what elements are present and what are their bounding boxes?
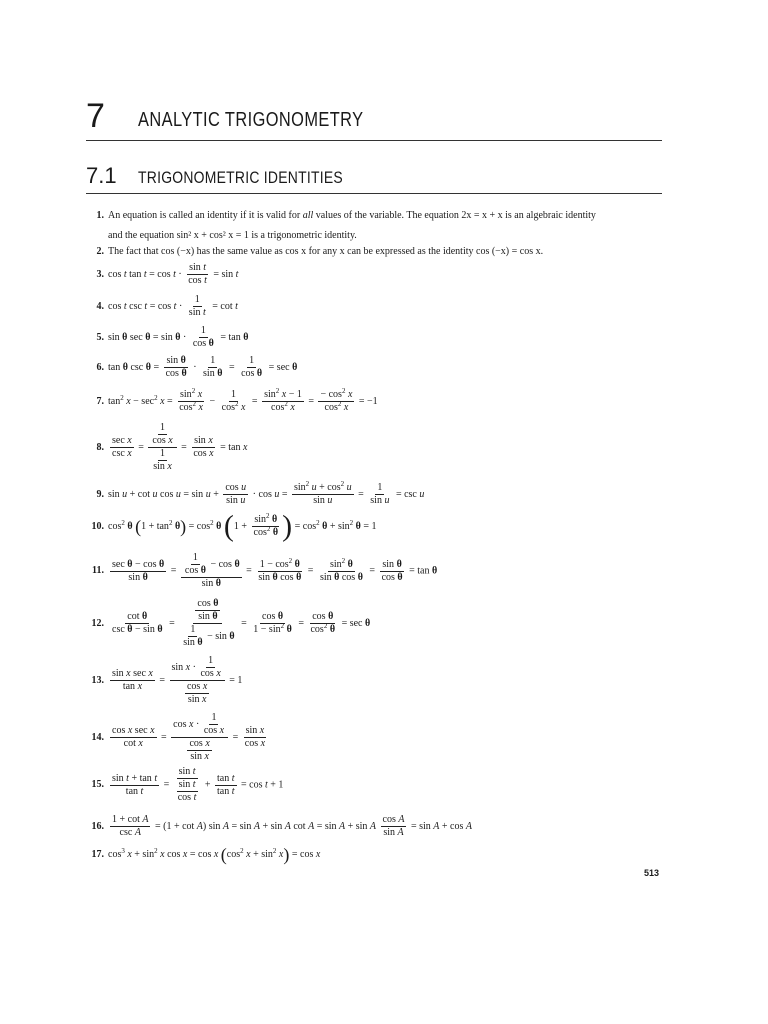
exercise-6: 6. tan θ csc θ = $\frac{\text{sin θ}}{\text{cos θ}}$ · $\frac{1}{\text{sin θ}}$ = $\frac{1}{\text{cos θ}}$ = sec θ <box>86 355 297 380</box>
emphasis: all <box>302 210 314 221</box>
exercise-number: 7. <box>96 395 104 407</box>
exercise-13: 13. $\frac{\text{sin x sec x}}{\text{tan x}}$ = sin x · $\frac{1}{\text{cos x}}$ $\frac{\text{cos x}}{\text{sin x}}$ = 1 <box>86 655 242 706</box>
exercise-number: 15. <box>91 779 104 791</box>
exercise-1 <box>86 209 596 243</box>
exercise-9: 9. sin u + cot u cos u = sin u + $\frac{\text{cos u}}{\text{sin u}}$ · cos u = $\frac{\sin^2 u + \cos^2 u}{\text{sin u}}$ = $\frac{1}{\text{sin u}}$ = csc u <box>86 482 424 507</box>
exercise-number: 10. <box>91 520 104 532</box>
exercise-11: 11. $\frac{\text{sec θ − cos θ}}{\text{sin θ}}$ = $\frac{1}{\text{cos θ}}$ − cos θ sin θ = $\frac{1 - \cos^2 \theta}{\text{sin θ cos θ}}$ = $\frac{\sin^2 \theta}{\text{sin θ cos θ}}$ = $\frac{\text{sin θ}}{\text{cos θ}}$ = tan θ <box>86 552 437 590</box>
exercise-number: 14. <box>91 731 104 743</box>
exercise-number: 9. <box>96 488 104 500</box>
chapter-number: 7 <box>86 97 105 135</box>
exercise-text: and the equation sin² x + cos² x = 1 is a trigonometric identity. <box>108 230 357 241</box>
exercise-number: 6. <box>96 361 104 373</box>
section-rule <box>86 193 662 194</box>
exercise-15: 15. $\frac{\text{sin t + tan t}}{\text{tan t}}$ = $\frac{\text{sin t}}{\frac{\text{sin t}}{\text{cos t}}}$ + $\frac{\text{tan t}}{\text{tan t}}$ = cos t + 1 <box>86 766 283 804</box>
exercise-16: 16. $\frac{\text{1 + cot A}}{\text{csc A}}$ = (1 + cot A) sin A = sin A + sin A cot A = sin A + sin A $\frac{\text{cos A}}{\text{sin A}}$ = sin A + cos A <box>86 814 472 839</box>
section-title: TRIGONOMETRIC IDENTITIES <box>138 168 343 187</box>
section-number: 7.1 <box>86 163 117 188</box>
exercise-number: 4. <box>96 300 104 312</box>
exercise-text: values of the variable. The equation 2x = x + x is an algebraic identity <box>313 210 596 221</box>
chapter-title: ANALYTIC TRIGONOMETRY <box>138 109 364 131</box>
exercise-text: The fact that cos (−x) has the same value as cos x for any x can be expressed as the identity cos (−x) = cos x. <box>108 246 544 257</box>
chapter-header <box>86 96 662 140</box>
exercise-14: 14. $\frac{\text{cos x sec x}}{\text{cot x}}$ = cos x · $\frac{1}{\text{cos x}}$ $\frac{\text{cos x}}{\text{sin x}}$ = $\frac{\text{sin x}}{\text{cos x}}$ <box>86 712 269 763</box>
exercise-3: 3. cos t tan t = cos t · $\frac{\text{sin t}}{\text{cos t}}$ = sin t <box>86 262 238 287</box>
exercise-7: 7. $\tan^2 x - \sec^2 x$ = $\frac{\sin^2 x}{\cos^2 x}$ − $\frac{1}{\cos^2 x}$ = $\frac{\sin^2 x - 1}{\cos^2 x}$ = $\frac{- \cos^2 x}{\cos^2 x}$ = −1 <box>86 389 378 414</box>
exercise-8: 8. $\frac{\text{sec x}}{\text{csc x}}$ = $\frac{\frac{1}{\text{cos x}}}{\frac{1}{\text{sin x}}}$ = $\frac{\text{sin x}}{\text{cos x}}$ = tan x <box>86 422 247 473</box>
exercise-4: 4. cos t csc t = cos t · $\frac{1}{\text{sin t}}$ = cot t <box>86 294 238 319</box>
exercise-number: 5. <box>96 331 104 343</box>
exercise-number: 1. <box>96 210 104 221</box>
section-header <box>86 163 662 191</box>
exercise-12: 12. $\frac{\text{cot θ}}{\text{csc θ − sin θ}}$ = $\frac{\text{cos θ}}{\text{sin θ}}$ $\frac{1}{\text{sin θ}}$ − sin θ = $\frac{\text{cos θ}}{1 - \sin^2 \theta}$ = $\frac{\text{cos θ}}{\cos^2 \theta}$ = sec θ <box>86 598 370 649</box>
exercise-number: 3. <box>96 268 104 280</box>
chapter-rule <box>86 140 662 141</box>
exercise-number: 11. <box>92 565 104 577</box>
exercise-number: 2. <box>96 246 104 257</box>
exercise-number: 13. <box>91 674 104 686</box>
exercise-text: An equation is called an identity if it is valid for <box>108 210 303 221</box>
exercise-number: 17. <box>91 849 104 860</box>
exercise-17: 17. $\cos^3 x + \sin^2 x$ cos x = cos x ($\cos^2$ $x + \sin^2 x) = \cos x$ <box>86 848 320 862</box>
exercise-5: 5. sin θ sec θ = sin θ · $\frac{1}{\text{cos θ}}$ = tan θ <box>86 325 248 350</box>
exercise-number: 8. <box>96 441 104 453</box>
page-number: 513 <box>644 868 660 878</box>
exercise-10: 10. $\cos^2 \theta$ $(1 + \tan^2 \theta) = \cos^2 \theta$ (1 + $\frac{\sin^2 \theta}{\cos^2 \theta}$ ) = $\cos^2 \theta + \sin^2 \theta = 1$ <box>86 514 377 539</box>
exercise-number: 16. <box>91 820 104 832</box>
exercise-number: 12. <box>91 617 104 629</box>
exercise-2 <box>86 245 543 259</box>
